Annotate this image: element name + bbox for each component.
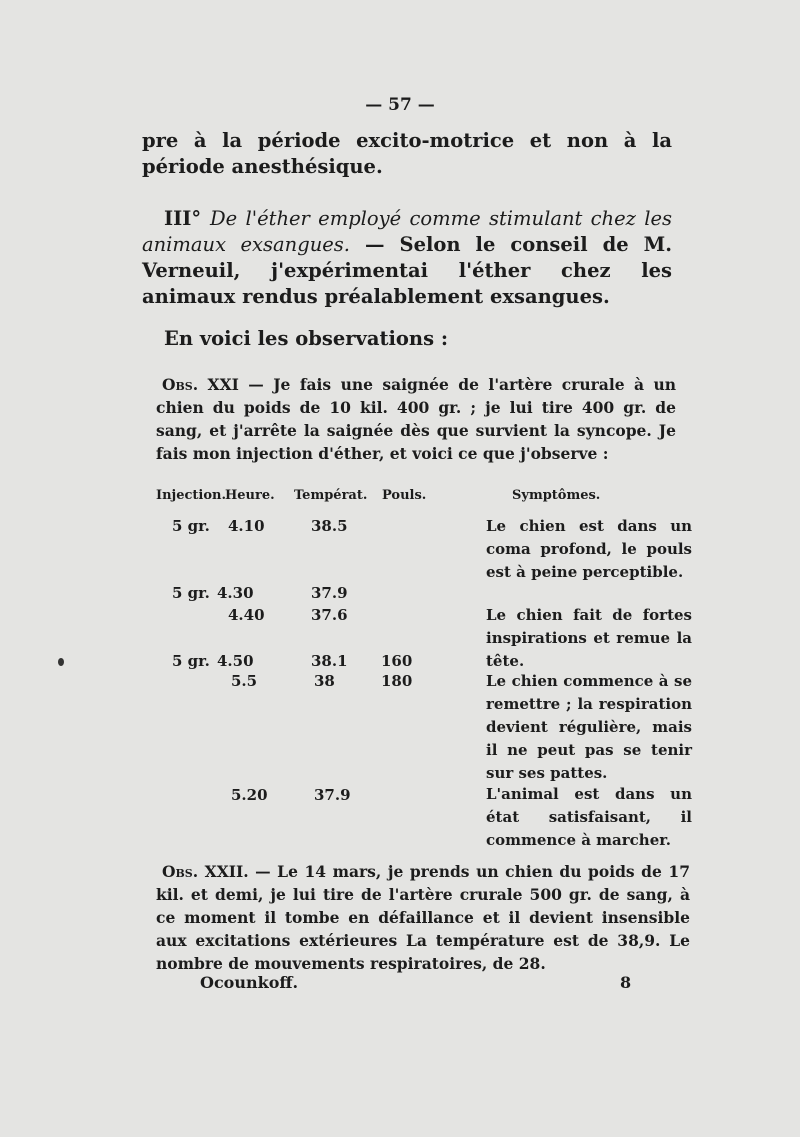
cell-symptomes: Le chien commence à se remettre ; la respiration devient régulière, mais il ne peut pas se tenir sur ses pattes. <box>486 672 692 782</box>
header-injection: Injection. <box>156 488 227 503</box>
section-body: — Selon le conseil de M. Verneuil, j'expérimentai l'éther chez les animaux rendus préalablement exsangues. <box>142 233 672 308</box>
header-pouls: Pouls. <box>382 488 427 503</box>
observation-label: Obs. XXII. <box>162 862 249 881</box>
signature-mark: 8 <box>620 973 632 992</box>
cell-symptomes: Le chien fait de fortes inspirations et remue la tête. <box>486 606 692 670</box>
observation-text: — Le 14 mars, je prends un chien du poids de 17 kil. et demi, je lui tire de l'artère crurale 500 gr. de sang, à ce moment il tombe en défaillance et il devient insensible aux excitations extérieures La température est de 38,9. Le nombre de mouvements respiratoires, de 28. <box>156 862 690 973</box>
observation-22 <box>156 860 690 975</box>
observations-intro: En voici les observations : <box>164 327 449 350</box>
header-symptomes: Symptômes. <box>512 488 601 503</box>
header-heure: Heure. <box>225 488 275 503</box>
cell-heure: 4.50 <box>217 652 254 670</box>
cell-temp: 37.9 <box>311 584 348 602</box>
continuation-paragraph: pre à la période excito-motrice et non à la période anesthésique. <box>142 129 672 178</box>
cell-injection: 5 gr. <box>172 517 210 535</box>
cell-heure: 4.10 <box>228 517 265 535</box>
observation-label: Obs. XXI <box>162 375 239 394</box>
cell-injection: 5 gr. <box>172 584 210 602</box>
observation-text: — Je fais une saignée de l'artère crurale à un chien du poids de 10 kil. 400 gr. ; je lui tire 400 gr. de sang, et j'arrête la saignée dès que survient la syncope. Je fais mon injection d'éther, et voici ce que j'observe : <box>156 375 676 463</box>
section-number: III° <box>164 207 202 230</box>
cell-temp: 38.5 <box>311 517 348 535</box>
cell-heure: 4.30 <box>217 584 254 602</box>
cell-pouls: 180 <box>381 672 413 690</box>
cell-symptomes: Le chien est dans un coma profond, le pouls est à peine perceptible. <box>486 517 692 581</box>
cell-symptomes: L'animal est dans un état satisfaisant, il commence à marcher. <box>486 785 692 849</box>
header-temperature: Températ. <box>294 488 368 503</box>
cell-heure: 5.5 <box>231 672 258 690</box>
section-paragraph <box>142 206 672 310</box>
observation-21 <box>156 373 676 465</box>
cell-pouls: 160 <box>381 652 413 670</box>
cell-temp: 38.1 <box>311 652 348 670</box>
margin-ink-mark <box>58 658 64 666</box>
section-title: De l'éther employé comme stimulant chez les animaux exsangues. <box>142 207 673 256</box>
cell-heure: 5.20 <box>231 786 268 804</box>
cell-heure: 4.40 <box>228 606 265 624</box>
cell-injection: 5 gr. <box>172 652 210 670</box>
page-number: — 57 — <box>365 95 435 115</box>
author-signature: Ocounkoff. <box>200 973 299 992</box>
cell-temp: 37.9 <box>314 786 351 804</box>
cell-temp: 37.6 <box>311 606 348 624</box>
cell-temp: 38 <box>314 672 335 690</box>
